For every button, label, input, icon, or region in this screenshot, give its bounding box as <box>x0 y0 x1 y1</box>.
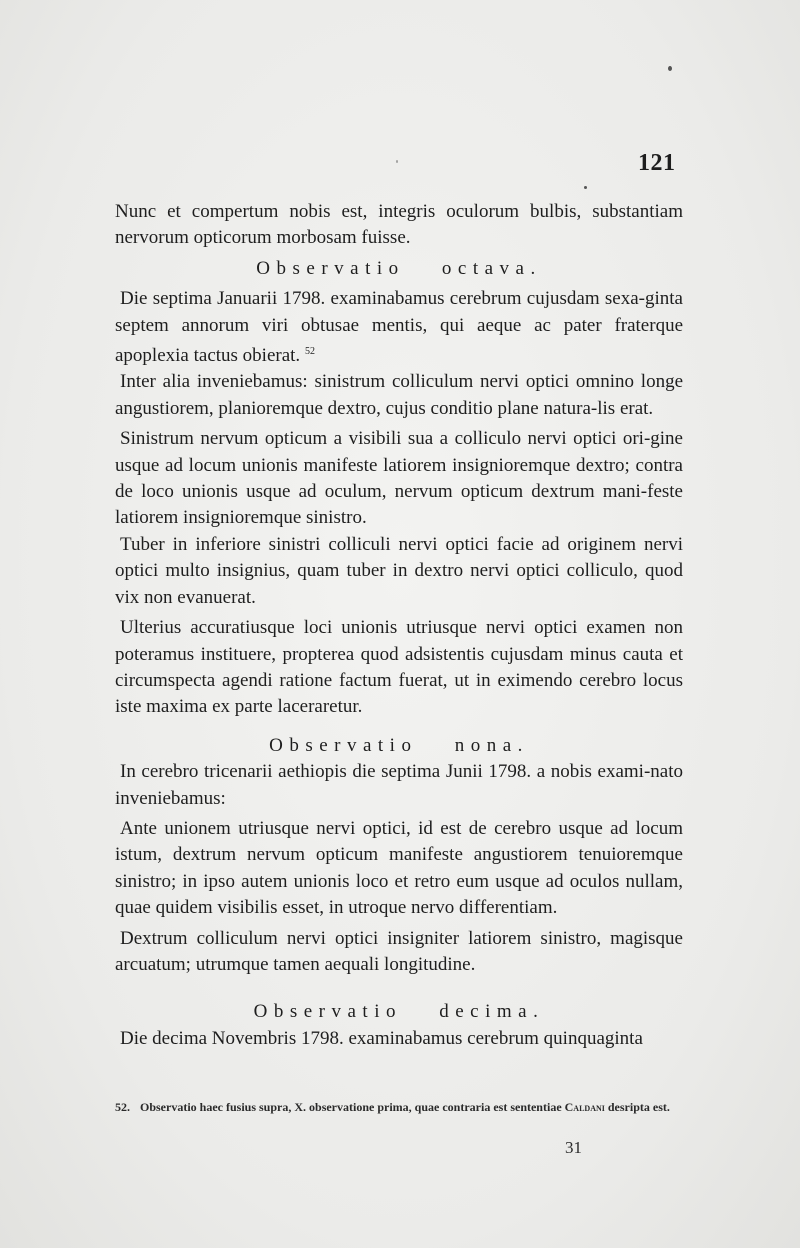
ink-speck <box>396 160 398 163</box>
paragraph: Sinistrum nervum opticum a visibili sua a colliculo nervi optici ori-gine usque ad locum unionis manifeste latiorem insignioremque dextro; contra de loco unionis usque ad oculum, nervum opticum dextrum mani-feste latiorem insignioremque sinistro. <box>115 428 683 529</box>
paragraph: Nunc et compertum nobis est, integris oculorum bulbis, substantiam nervorum opticorum morbosam fuisse. <box>115 201 683 249</box>
footnote <box>115 1096 683 1118</box>
ink-speck <box>584 186 587 189</box>
paragraph: In cerebro tricenarii aethiopis die septima Junii 1798. a nobis exami-nato inveniebamus: <box>115 761 683 809</box>
section-heading: Observatio octava. <box>256 257 542 279</box>
signature-mark: 31 <box>565 1138 582 1157</box>
footnote-author: Caldani <box>564 1100 605 1114</box>
section-heading: Observatio nona. <box>269 734 529 756</box>
paragraph <box>115 286 683 369</box>
footnote-number: 52. <box>115 1100 130 1114</box>
section-heading: Observatio decima. <box>253 1001 545 1023</box>
paragraph: Inter alia inveniebamus: sinistrum colliculum nervi optici omnino longe angustiorem, planioremque dextro, cujus conditio plane natura-lis erat. <box>115 371 683 419</box>
footnote-reference: 52 <box>304 346 315 358</box>
footnote-text-end: desripta est. <box>607 1100 670 1114</box>
paragraph: Dextrum colliculum nervi optici insigniter latiorem sinistro, magisque arcuatum; utrumque tamen aequali longitudine. <box>115 927 683 975</box>
main-text <box>115 199 683 1052</box>
paragraph-text: Die septima Januarii 1798. examinabamus cerebrum cujusdam sexa-ginta septem annorum viri obtusae mentis, qui aeque ac pater fraterque apoplexia tactus obierat. <box>115 288 683 367</box>
paragraph: Tuber in inferiore sinistri colliculi nervi optici facie ad originem nervi optici multo insignius, quam tuber in dextro nervi optici colliculo, quod vix non evanuerat. <box>115 533 683 608</box>
page-number: 121 <box>638 150 676 176</box>
paragraph: Ulterius accuratiusque loci unionis utriusque nervi optici examen non poteramus instituere, propterea quod adsistentis cujusdam minus cauta et circumspecta agendi ratione factum fuerat, ut in eximendo cerebro locus iste maxima ex parte laceraretur. <box>115 617 683 718</box>
ink-speck <box>668 66 672 71</box>
paragraph: Die decima Novembris 1798. examinabamus cerebrum quinquaginta <box>120 1027 643 1049</box>
paragraph: Ante unionem utriusque nervi optici, id est de cerebro usque ad locum istum, dextrum nervum opticum manifeste angustiorem tenuioremque sinistro; in ipso autem unionis loco et retro eum usque ad oculos nullam, quae quidem visibilis esset, in utroque nervo differentiam. <box>115 817 683 919</box>
footnote-text: Observatio haec fusius supra, X. observatione prima, quae contraria est sententiae <box>140 1100 562 1114</box>
